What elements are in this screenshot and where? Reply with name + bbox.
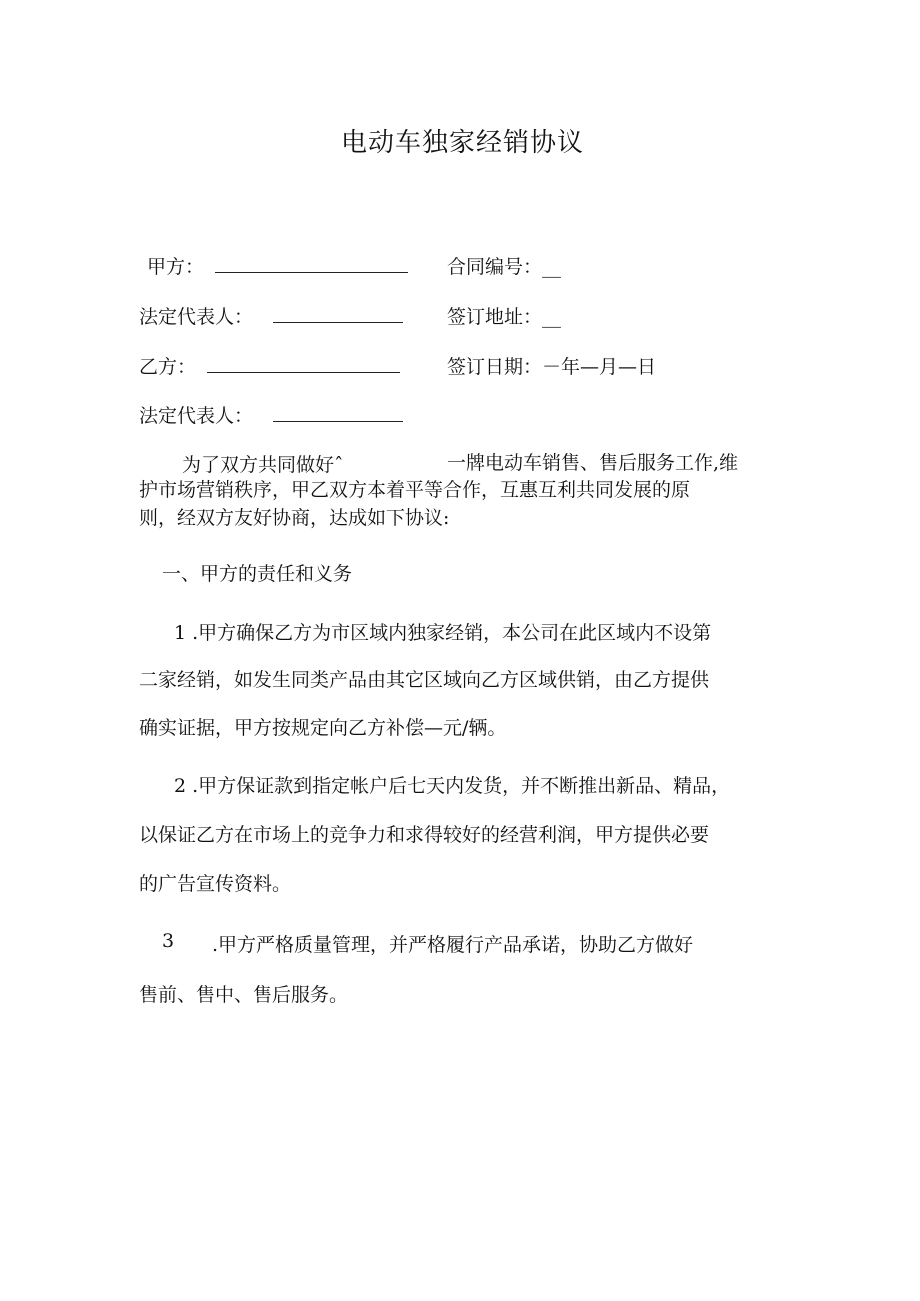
intro-line-1a: 为了双方共同做好ˆ	[182, 454, 344, 476]
item-2-line-2: 以保证乙方在市场上的竞争力和求得较好的经营利润，甲方提供必要	[139, 824, 710, 846]
party-a-label: 甲方：	[147, 256, 205, 278]
sign-date	[447, 352, 656, 379]
item-1-line-1: .甲方确保乙方为市区域内独家经销，本公司在此区域内不设第	[192, 622, 712, 644]
item-3-line-1: .甲方严格质量管理，并严格履行产品承诺，协助乙方做好	[212, 934, 694, 956]
sign-place-value: __	[542, 306, 562, 328]
item-2-line-3: 的广告宣传资料。	[139, 873, 292, 895]
sign-date-value: －年—月—日	[542, 356, 657, 378]
intro-line-3: 则，经双方友好协商，达成如下协议:	[139, 507, 450, 529]
party-a-rep-label: 法定代表人：	[139, 306, 254, 328]
sign-date-label: 签订日期：	[447, 356, 543, 378]
party-b-label: 乙方：	[139, 356, 197, 378]
item-3-line-2: 售前、售中、售后服务。	[139, 984, 349, 1006]
item-2-line-1: .甲方保证款到指定帐户后七天内发货，并不断推出新品、精品，	[192, 775, 731, 797]
document-title: 电动车独家经销协议	[341, 128, 585, 158]
sign-place	[447, 302, 561, 329]
contract-number-value: __	[542, 256, 562, 278]
item-1-first-line	[174, 618, 711, 645]
party-b-rep-label: 法定代表人：	[139, 405, 254, 427]
item-2-first-line	[174, 771, 730, 798]
item-3-number: 3	[162, 930, 175, 952]
contract-number	[447, 252, 561, 279]
contract-number-label: 合同编号：	[447, 256, 543, 278]
section-heading: 一、甲方的责任和义务	[162, 563, 353, 585]
intro-line-1b: 一牌电动车销售、售后服务工作,维	[447, 452, 739, 474]
party-b-rep-blank	[273, 421, 403, 422]
item-1-line-3: 确实证据，甲方按规定向乙方补偿—元/辆。	[139, 717, 507, 739]
party-b-blank	[207, 372, 400, 373]
intro-line-2: 护市场营销秩序，甲乙双方本着平等合作，互惠互利共同发展的原	[139, 479, 691, 501]
sign-place-label: 签订地址：	[447, 306, 543, 328]
party-a-rep-blank	[273, 322, 403, 323]
party-a-blank	[215, 272, 408, 273]
item-1-number: 1	[174, 622, 187, 644]
item-1-line-2: 二家经销，如发生同类产品由其它区域向乙方区域供销，由乙方提供	[139, 669, 710, 691]
item-2-number: 2	[174, 775, 187, 797]
